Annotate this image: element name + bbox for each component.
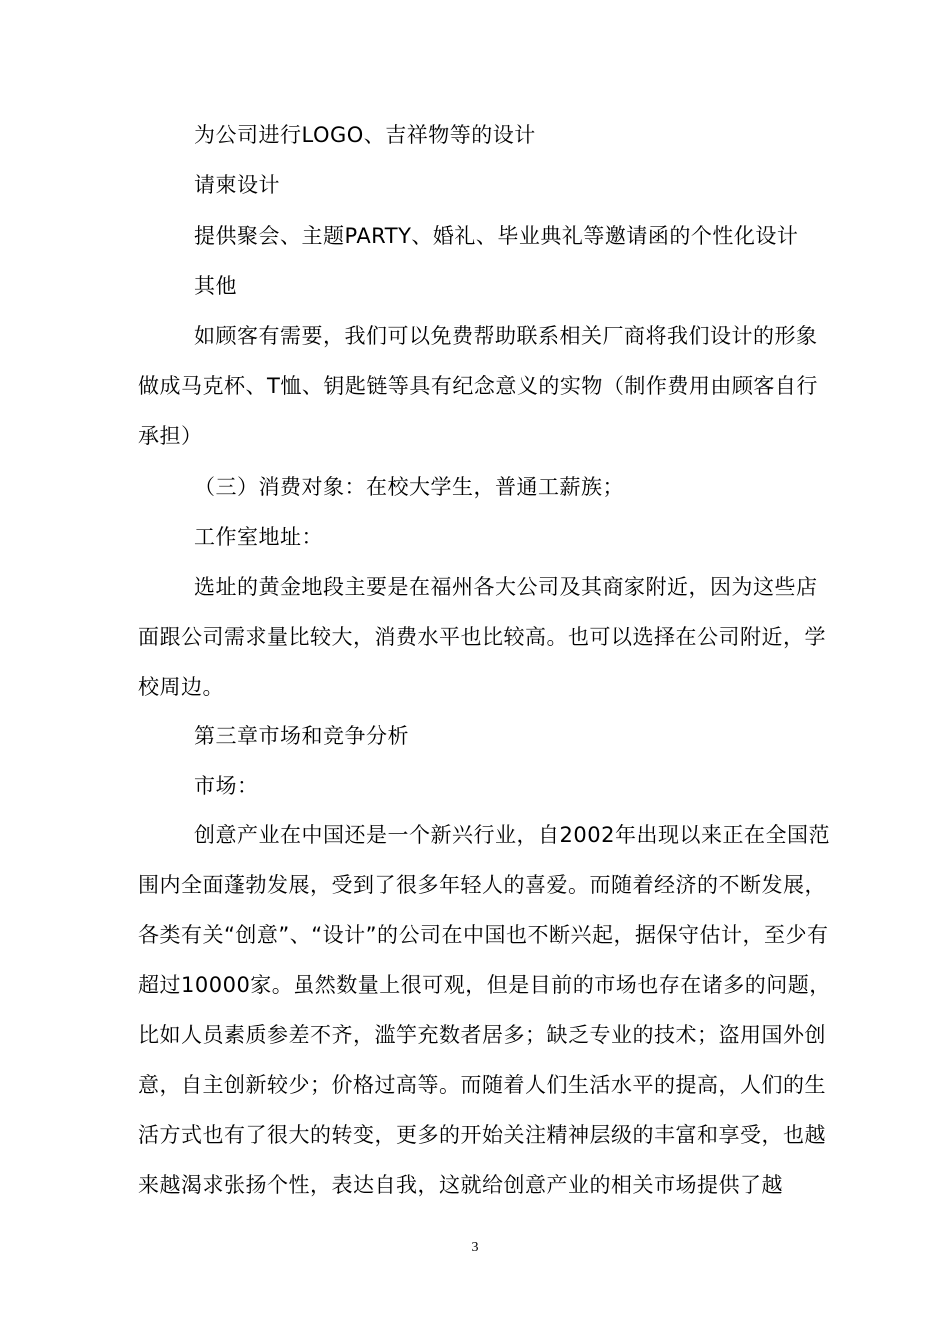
chapter-heading: 第三章市场和竞争分析 xyxy=(194,724,409,748)
paragraph-invitation-service: 提供聚会、主题PARTY、婚礼、毕业典礼等邀请函的个性化设计 xyxy=(194,224,799,248)
paragraph-souvenir-service: 如顾客有需要，我们可以免费帮助联系相关厂商将我们设计的形象做成马克杯、T恤、钥匙链等具有纪念意义的实物（制作费用由顾客自行承担） xyxy=(138,324,818,448)
paragraph-market-analysis: 创意产业在中国还是一个新兴行业，自2002年出现以来正在全国范围内全面蓬勃发展，受到了很多年轻人的喜爱。而随着经济的不断发展，各类有关“创意”、“设计”的公司在中国也不断兴起，据保守估计，至少有超过10000家。虽然数量上很可观，但是目前的市场也存在诸多的问题，比如人员素质参差不齐，滥竽充数者居多；缺乏专业的技术；盗用国外创意，自主创新较少；价格过高等。而随着人们生活水平的提高，人们的生活方式也有了很大的转变，更多的开始关注精神层级的丰富和享受，也越来越渴求张扬个性，表达自我，这就给创意产业的相关市场提供了越 xyxy=(138,823,831,1197)
paragraph-studio-location: 选址的黄金地段主要是在福州各大公司及其商家附近，因为这些店面跟公司需求量比较大，消费水平也比较高。也可以选择在公司附近，学校周边。 xyxy=(138,575,826,699)
section-heading-market: 市场： xyxy=(194,774,259,798)
paragraph-target-customers: （三）消费对象：在校大学生，普通工薪族； xyxy=(194,475,624,499)
page-number: 3 xyxy=(471,1240,479,1255)
paragraph-logo-design: 为公司进行LOGO、吉祥物等的设计 xyxy=(194,123,536,147)
paragraph-invitation-design: 请柬设计 xyxy=(194,173,280,197)
paragraph-studio-address-heading: 工作室地址： xyxy=(194,525,323,549)
paragraph-other: 其他 xyxy=(194,274,237,298)
